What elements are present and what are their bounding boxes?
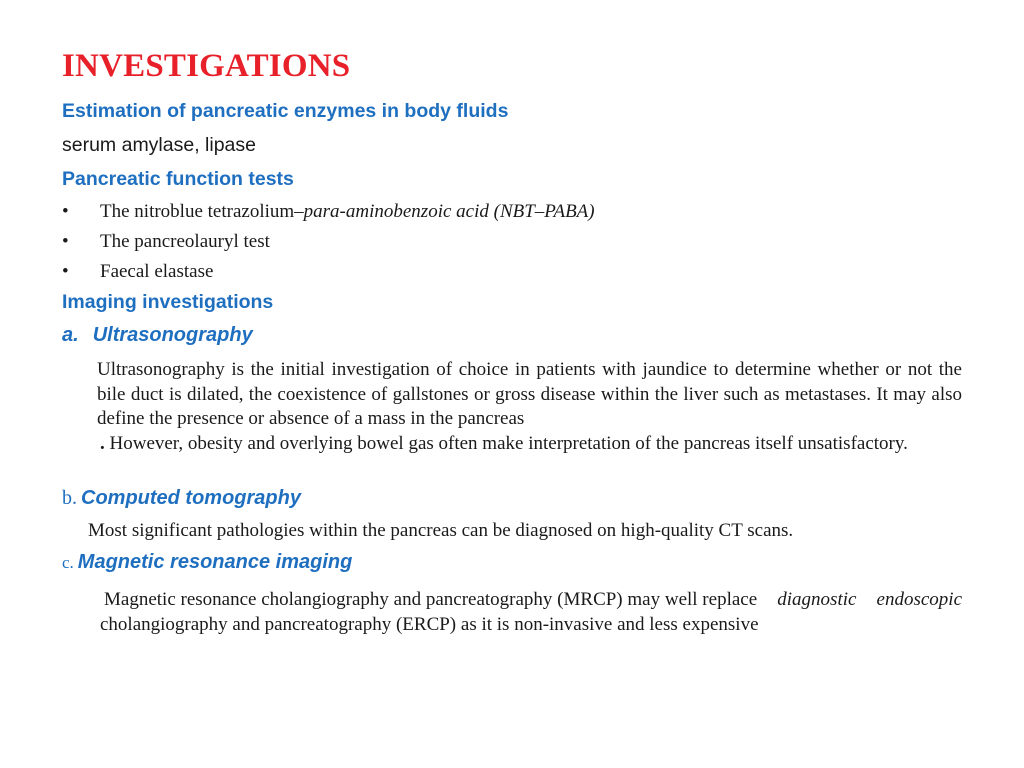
- ct-title: Computed tomography: [81, 487, 301, 509]
- ct-subheading: [62, 487, 301, 510]
- bullet-icon: •: [62, 261, 69, 282]
- ct-text: Most significant pathologies within the pancreas can be diagnosed on high-quality CT scans.: [88, 520, 794, 541]
- mri-title: Magnetic resonance imaging: [77, 551, 353, 573]
- list-item: [0, 261, 1024, 287]
- ultrasound-letter: a.: [62, 324, 79, 346]
- enzymes-text: serum amylase, lipase: [62, 134, 256, 156]
- imaging-heading: Imaging investigations: [62, 291, 274, 313]
- ultrasound-title: Ultrasonography: [92, 324, 253, 346]
- list-item-text: The pancreolauryl test: [100, 231, 270, 252]
- list-item-text: Faecal elastase: [100, 261, 214, 282]
- slide-title: INVESTIGATIONS: [62, 48, 351, 84]
- list-item: [0, 231, 1024, 257]
- bullet-icon: •: [62, 231, 69, 252]
- enzymes-heading: Estimation of pancreatic enzymes in body fluids: [62, 100, 509, 122]
- list-item-text: The nitroblue tetrazolium–para-aminobenzoic acid (NBT–PABA): [100, 201, 595, 222]
- list-item: [0, 201, 1024, 227]
- mri-subheading: [62, 551, 352, 574]
- ultrasound-subheading: [62, 324, 253, 347]
- mri-letter: c.: [62, 553, 74, 572]
- ct-letter: b.: [62, 487, 77, 509]
- function-tests-heading: Pancreatic function tests: [62, 168, 294, 190]
- bullet-icon: •: [62, 201, 69, 222]
- ultrasound-paragraph: Ultrasonography is the initial investigation of choice in patients with jaundice to determine whether or not the bile duct is dilated, the coexistence of gallstones or gross disease within the liver such as metastases. It may also define the presence or absence of a mass in the pancreas . However, obesity and overlying bowel gas often make interpretation of the pancreas itself unsatisfactory.: [97, 359, 962, 454]
- mri-paragraph: Magnetic resonance cholangiography and pancreatography (MRCP) may well replace diagnostic endoscopic cholangiography and pancreatography (ERCP) as it is non-invasive and less expensive: [100, 589, 963, 635]
